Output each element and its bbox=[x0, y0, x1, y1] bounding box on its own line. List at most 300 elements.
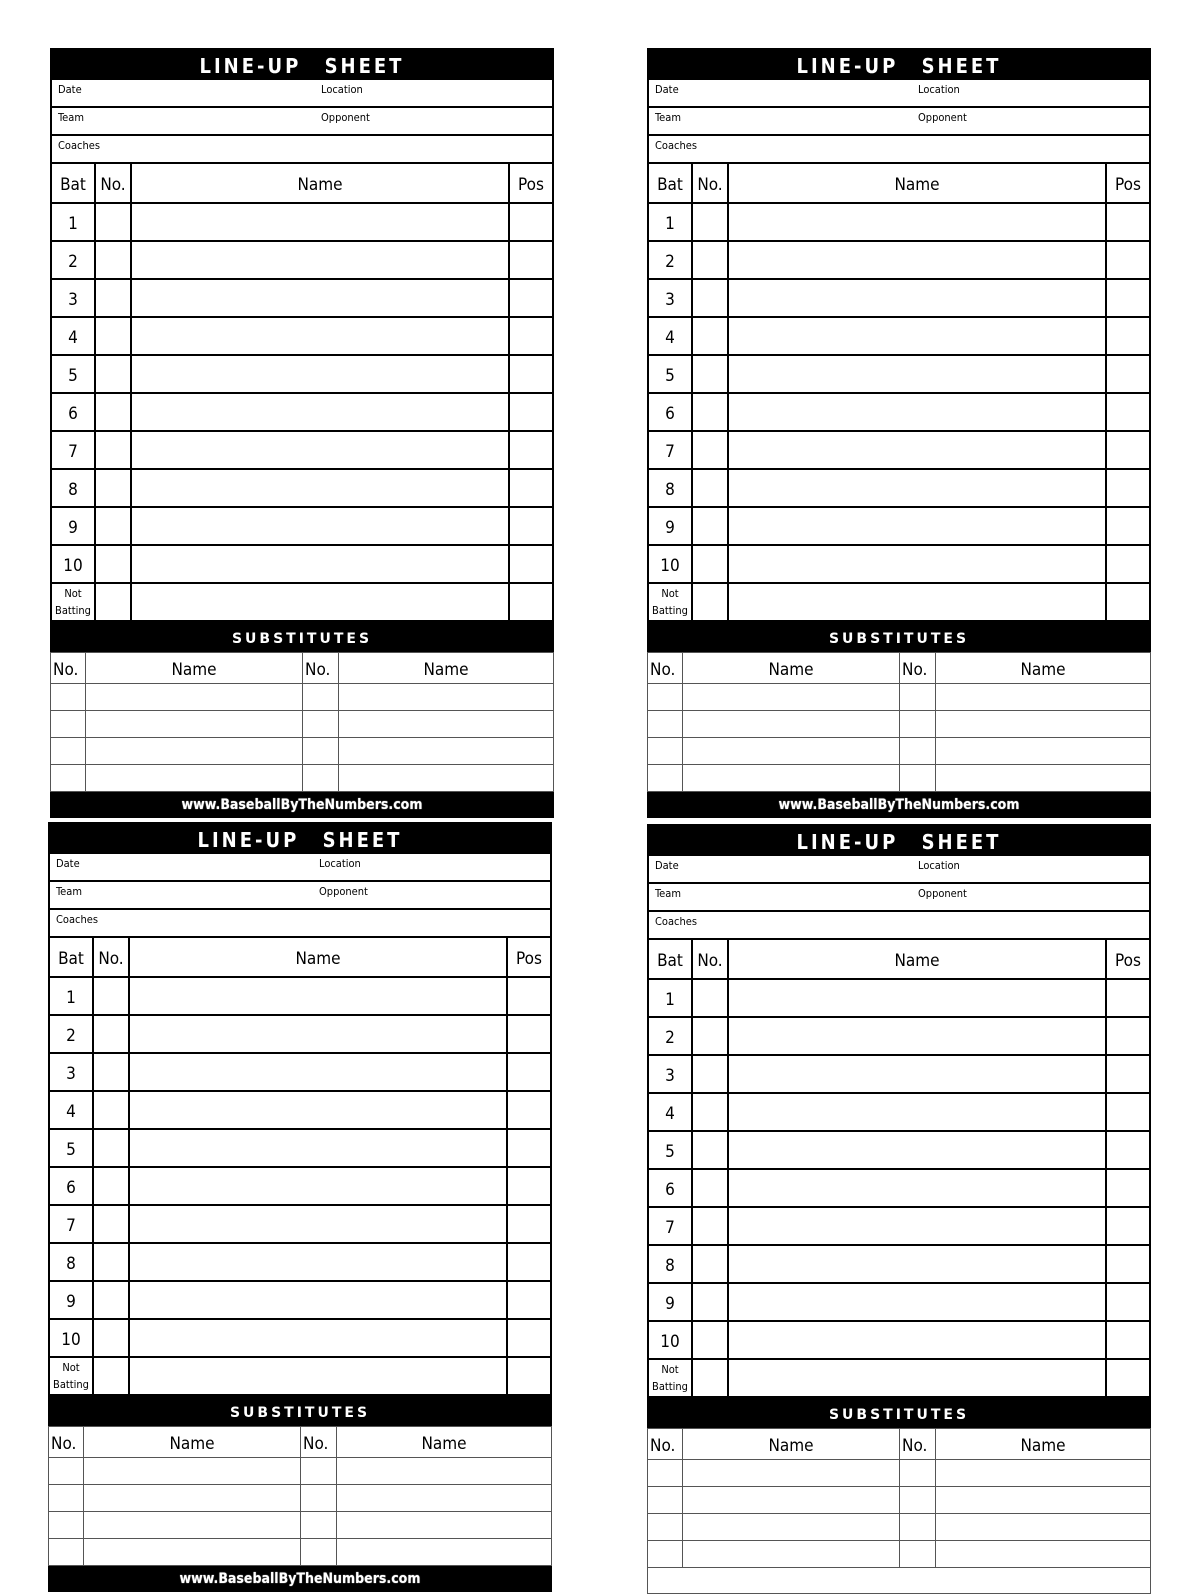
player-name-cell[interactable] bbox=[728, 1283, 1106, 1321]
table-row bbox=[648, 507, 1150, 545]
bat-order-number: 8 bbox=[49, 1243, 93, 1281]
player-position-cell[interactable] bbox=[1106, 317, 1150, 355]
table-row bbox=[49, 1091, 551, 1129]
info-row-date[interactable] bbox=[649, 80, 1149, 108]
player-number-cell[interactable] bbox=[95, 317, 131, 355]
player-position-cell[interactable] bbox=[509, 507, 553, 545]
player-position-cell[interactable] bbox=[1106, 1093, 1150, 1131]
player-position-cell[interactable] bbox=[1106, 1245, 1150, 1283]
player-number-cell[interactable] bbox=[692, 1093, 728, 1131]
info-row-date[interactable] bbox=[50, 854, 550, 882]
bat-order-number: 8 bbox=[51, 469, 95, 507]
table-row bbox=[51, 711, 554, 738]
sub-number-cell[interactable] bbox=[51, 738, 86, 765]
player-position-cell[interactable] bbox=[1106, 1017, 1150, 1055]
sub-number-cell[interactable] bbox=[648, 1541, 683, 1568]
sub-name-cell[interactable] bbox=[337, 1539, 552, 1566]
bat-order-number: 10 bbox=[51, 545, 95, 583]
player-name-cell[interactable] bbox=[129, 1167, 507, 1205]
sub-number-cell[interactable] bbox=[49, 1485, 84, 1512]
player-position-cell[interactable] bbox=[1106, 1359, 1150, 1397]
substitutes-title: SUBSTITUTES bbox=[50, 622, 554, 652]
info-row-coaches[interactable] bbox=[649, 912, 1149, 940]
player-number-cell[interactable] bbox=[692, 1283, 728, 1321]
sub-number-cell[interactable] bbox=[51, 765, 86, 792]
footer-website: www.BaseballByTheNumbers.com bbox=[48, 1566, 552, 1592]
sub-number-cell[interactable] bbox=[900, 1487, 936, 1514]
bat-order-number: 7 bbox=[49, 1205, 93, 1243]
name-header: Name bbox=[129, 938, 507, 977]
player-name-cell[interactable] bbox=[131, 317, 509, 355]
sub-name-cell[interactable] bbox=[84, 1458, 301, 1485]
player-number-cell[interactable] bbox=[692, 979, 728, 1017]
player-position-cell[interactable] bbox=[507, 1205, 551, 1243]
player-position-cell[interactable] bbox=[1106, 203, 1150, 241]
player-number-cell[interactable] bbox=[95, 431, 131, 469]
bat-header: Bat bbox=[51, 164, 95, 203]
sub-name-cell[interactable] bbox=[936, 1541, 1151, 1568]
sub-name-cell[interactable] bbox=[339, 684, 554, 711]
not-batting-label-line1: Not bbox=[661, 587, 679, 600]
player-name-cell[interactable] bbox=[129, 1129, 507, 1167]
table-row bbox=[51, 279, 553, 317]
opponent-label: Opponent bbox=[319, 885, 368, 898]
not-batting-label-line1: Not bbox=[62, 1361, 80, 1374]
player-position-cell[interactable] bbox=[507, 1319, 551, 1357]
player-position-cell[interactable] bbox=[507, 1167, 551, 1205]
player-number-cell[interactable] bbox=[93, 1129, 129, 1167]
sub-name-cell[interactable] bbox=[337, 1458, 552, 1485]
bat-order-number: 3 bbox=[648, 279, 692, 317]
player-name-cell[interactable] bbox=[129, 977, 507, 1015]
bat-order-number: 3 bbox=[648, 1055, 692, 1093]
bat-order-number: 2 bbox=[648, 1017, 692, 1055]
player-position-cell[interactable] bbox=[509, 203, 553, 241]
player-number-cell[interactable] bbox=[692, 1321, 728, 1359]
table-row bbox=[51, 393, 553, 431]
sub-number-cell[interactable] bbox=[303, 684, 339, 711]
player-number-cell[interactable] bbox=[95, 583, 131, 621]
player-name-cell[interactable] bbox=[131, 431, 509, 469]
player-name-cell[interactable] bbox=[728, 431, 1106, 469]
position-header: Pos bbox=[507, 938, 551, 977]
info-row-team[interactable] bbox=[50, 882, 550, 910]
player-number-cell[interactable] bbox=[692, 583, 728, 621]
table-row bbox=[49, 1539, 552, 1566]
player-position-cell[interactable] bbox=[507, 1015, 551, 1053]
bat-order-number: 5 bbox=[648, 355, 692, 393]
player-name-cell[interactable] bbox=[129, 1357, 507, 1395]
table-row bbox=[648, 738, 1151, 765]
player-name-cell[interactable] bbox=[728, 1055, 1106, 1093]
sub-number-cell[interactable] bbox=[51, 711, 86, 738]
player-position-cell[interactable] bbox=[1106, 1055, 1150, 1093]
sub-name-cell[interactable] bbox=[683, 1460, 900, 1487]
sub-number-cell[interactable] bbox=[648, 1460, 683, 1487]
location-label: Location bbox=[918, 859, 960, 872]
lineup-sheet-card bbox=[48, 822, 552, 1592]
player-position-cell[interactable] bbox=[509, 355, 553, 393]
player-name-cell[interactable] bbox=[728, 979, 1106, 1017]
player-position-cell[interactable] bbox=[1106, 1207, 1150, 1245]
player-position-cell[interactable] bbox=[1106, 583, 1150, 621]
player-position-cell[interactable] bbox=[509, 393, 553, 431]
player-number-cell[interactable] bbox=[692, 1207, 728, 1245]
sub-number-header: No. bbox=[49, 1427, 84, 1458]
substitutes-table bbox=[48, 1426, 552, 1566]
bat-order-number: 4 bbox=[49, 1091, 93, 1129]
sub-number-cell[interactable] bbox=[900, 1460, 936, 1487]
player-number-cell[interactable] bbox=[93, 1167, 129, 1205]
info-row-date[interactable] bbox=[649, 856, 1149, 884]
player-name-cell[interactable] bbox=[728, 545, 1106, 583]
not-batting-row bbox=[49, 1357, 551, 1395]
sub-name-cell[interactable] bbox=[936, 1514, 1151, 1541]
sub-name-cell[interactable] bbox=[683, 1541, 900, 1568]
player-number-cell[interactable] bbox=[692, 241, 728, 279]
player-name-cell[interactable] bbox=[131, 469, 509, 507]
player-number-cell[interactable] bbox=[692, 1169, 728, 1207]
player-number-cell[interactable] bbox=[692, 545, 728, 583]
player-number-cell[interactable] bbox=[692, 393, 728, 431]
player-number-cell[interactable] bbox=[95, 545, 131, 583]
player-number-cell[interactable] bbox=[93, 1091, 129, 1129]
table-row bbox=[648, 1055, 1150, 1093]
player-position-cell[interactable] bbox=[1106, 979, 1150, 1017]
player-position-cell[interactable] bbox=[1106, 279, 1150, 317]
bat-order-number: 5 bbox=[51, 355, 95, 393]
sub-name-cell[interactable] bbox=[936, 738, 1151, 765]
player-number-cell[interactable] bbox=[93, 1205, 129, 1243]
sub-name-cell[interactable] bbox=[337, 1512, 552, 1539]
sub-number-cell[interactable] bbox=[303, 765, 339, 792]
sub-number-cell[interactable] bbox=[900, 711, 936, 738]
info-row-team[interactable] bbox=[649, 884, 1149, 912]
sub-number-cell[interactable] bbox=[49, 1539, 84, 1566]
coaches-label: Coaches bbox=[56, 913, 98, 926]
table-row bbox=[49, 1053, 551, 1091]
table-row bbox=[51, 545, 553, 583]
sub-name-cell[interactable] bbox=[683, 684, 900, 711]
player-position-cell[interactable] bbox=[507, 1281, 551, 1319]
player-number-cell[interactable] bbox=[692, 1245, 728, 1283]
table-row bbox=[51, 203, 553, 241]
sub-number-header: No. bbox=[648, 1429, 683, 1460]
player-number-cell[interactable] bbox=[692, 431, 728, 469]
sheet-title: LINE-UP SHEET bbox=[50, 48, 554, 80]
player-position-cell[interactable] bbox=[1106, 1283, 1150, 1321]
bat-order-number: 1 bbox=[648, 203, 692, 241]
game-info bbox=[48, 854, 552, 938]
player-position-cell[interactable] bbox=[509, 545, 553, 583]
info-row-team[interactable] bbox=[649, 108, 1149, 136]
bat-order-number: 3 bbox=[49, 1053, 93, 1091]
date-label: Date bbox=[56, 857, 80, 870]
player-number-cell[interactable] bbox=[93, 1357, 129, 1395]
player-position-cell[interactable] bbox=[1106, 1169, 1150, 1207]
sheet-title: LINE-UP SHEET bbox=[647, 824, 1151, 856]
player-name-cell[interactable] bbox=[131, 583, 509, 621]
player-name-cell[interactable] bbox=[131, 393, 509, 431]
player-number-cell[interactable] bbox=[692, 469, 728, 507]
player-number-cell[interactable] bbox=[95, 203, 131, 241]
sub-name-cell[interactable] bbox=[936, 1487, 1151, 1514]
team-label: Team bbox=[655, 887, 681, 900]
player-number-cell[interactable] bbox=[93, 1281, 129, 1319]
player-name-cell[interactable] bbox=[728, 1245, 1106, 1283]
sheet-title: LINE-UP SHEET bbox=[647, 48, 1151, 80]
player-name-cell[interactable] bbox=[728, 1017, 1106, 1055]
player-number-cell[interactable] bbox=[692, 279, 728, 317]
info-row-coaches[interactable] bbox=[50, 910, 550, 938]
player-name-cell[interactable] bbox=[728, 1169, 1106, 1207]
player-position-cell[interactable] bbox=[1106, 1321, 1150, 1359]
table-row bbox=[648, 1207, 1150, 1245]
sub-number-header: No. bbox=[648, 653, 683, 684]
sub-number-cell[interactable] bbox=[49, 1458, 84, 1485]
player-position-cell[interactable] bbox=[1106, 393, 1150, 431]
bat-order-number: 4 bbox=[51, 317, 95, 355]
sub-number-cell[interactable] bbox=[648, 711, 683, 738]
sub-number-cell[interactable] bbox=[900, 738, 936, 765]
sub-name-cell[interactable] bbox=[337, 1485, 552, 1512]
sub-name-cell[interactable] bbox=[86, 684, 303, 711]
sub-name-cell[interactable] bbox=[683, 738, 900, 765]
player-name-cell[interactable] bbox=[728, 1131, 1106, 1169]
player-number-cell[interactable] bbox=[93, 1015, 129, 1053]
player-name-cell[interactable] bbox=[129, 1205, 507, 1243]
player-name-cell[interactable] bbox=[728, 1207, 1106, 1245]
sub-number-cell[interactable] bbox=[301, 1512, 337, 1539]
bat-order-number: 4 bbox=[648, 1093, 692, 1131]
sub-name-cell[interactable] bbox=[683, 711, 900, 738]
player-name-cell[interactable] bbox=[131, 203, 509, 241]
sub-name-header: Name bbox=[936, 1429, 1151, 1460]
bat-order-number: 6 bbox=[51, 393, 95, 431]
sub-name-cell[interactable] bbox=[339, 711, 554, 738]
bat-order-number: 1 bbox=[51, 203, 95, 241]
player-name-cell[interactable] bbox=[129, 1091, 507, 1129]
bat-header: Bat bbox=[49, 938, 93, 977]
player-name-cell[interactable] bbox=[131, 241, 509, 279]
player-position-cell[interactable] bbox=[509, 583, 553, 621]
table-row bbox=[648, 1131, 1150, 1169]
player-number-cell[interactable] bbox=[692, 203, 728, 241]
player-position-cell[interactable] bbox=[509, 317, 553, 355]
player-name-cell[interactable] bbox=[728, 583, 1106, 621]
table-row bbox=[49, 1129, 551, 1167]
date-label: Date bbox=[655, 859, 679, 872]
player-position-cell[interactable] bbox=[507, 1243, 551, 1281]
player-name-cell[interactable] bbox=[131, 507, 509, 545]
sub-number-cell[interactable] bbox=[303, 738, 339, 765]
player-number-cell[interactable] bbox=[692, 1359, 728, 1397]
date-label: Date bbox=[58, 83, 82, 96]
table-row bbox=[51, 684, 554, 711]
player-name-cell[interactable] bbox=[129, 1243, 507, 1281]
not-batting-row bbox=[648, 583, 1150, 621]
player-position-cell[interactable] bbox=[1106, 545, 1150, 583]
player-position-cell[interactable] bbox=[507, 1091, 551, 1129]
sub-number-cell[interactable] bbox=[648, 684, 683, 711]
sub-number-cell[interactable] bbox=[900, 684, 936, 711]
table-row bbox=[648, 317, 1150, 355]
sub-name-cell[interactable] bbox=[84, 1485, 301, 1512]
sub-number-cell[interactable] bbox=[49, 1512, 84, 1539]
player-position-cell[interactable] bbox=[509, 469, 553, 507]
table-row bbox=[49, 1458, 552, 1485]
info-row-coaches[interactable] bbox=[649, 136, 1149, 164]
sub-number-cell[interactable] bbox=[900, 1514, 936, 1541]
sub-name-cell[interactable] bbox=[936, 1460, 1151, 1487]
player-number-cell[interactable] bbox=[95, 469, 131, 507]
bat-order-number: 7 bbox=[648, 431, 692, 469]
sub-number-cell[interactable] bbox=[301, 1539, 337, 1566]
player-name-cell[interactable] bbox=[728, 241, 1106, 279]
player-number-cell[interactable] bbox=[93, 977, 129, 1015]
player-number-cell[interactable] bbox=[692, 355, 728, 393]
sub-number-cell[interactable] bbox=[301, 1458, 337, 1485]
sub-number-cell[interactable] bbox=[648, 1487, 683, 1514]
player-position-cell[interactable] bbox=[1106, 1131, 1150, 1169]
player-name-cell[interactable] bbox=[728, 469, 1106, 507]
sub-number-cell[interactable] bbox=[301, 1485, 337, 1512]
sub-name-cell[interactable] bbox=[84, 1512, 301, 1539]
player-position-cell[interactable] bbox=[1106, 355, 1150, 393]
sub-name-cell[interactable] bbox=[339, 765, 554, 792]
player-number-cell[interactable] bbox=[692, 507, 728, 545]
sub-name-header: Name bbox=[683, 653, 900, 684]
table-row bbox=[49, 1512, 552, 1539]
sub-name-cell[interactable] bbox=[683, 1487, 900, 1514]
player-name-cell[interactable] bbox=[129, 1053, 507, 1091]
player-name-cell[interactable] bbox=[129, 1281, 507, 1319]
player-number-cell[interactable] bbox=[692, 317, 728, 355]
sub-name-cell[interactable] bbox=[683, 1514, 900, 1541]
not-batting-label bbox=[51, 583, 95, 621]
table-row bbox=[648, 684, 1151, 711]
sub-number-cell[interactable] bbox=[303, 711, 339, 738]
player-name-cell[interactable] bbox=[728, 203, 1106, 241]
table-row bbox=[49, 1281, 551, 1319]
player-name-cell[interactable] bbox=[131, 279, 509, 317]
lineup-header-row bbox=[648, 164, 1150, 203]
sub-number-cell[interactable] bbox=[648, 765, 683, 792]
bat-order-number: 10 bbox=[49, 1319, 93, 1357]
player-number-cell[interactable] bbox=[95, 279, 131, 317]
table-row bbox=[648, 1169, 1150, 1207]
sub-number-cell[interactable] bbox=[900, 1541, 936, 1568]
player-name-cell[interactable] bbox=[728, 279, 1106, 317]
player-number-cell[interactable] bbox=[93, 1243, 129, 1281]
table-row bbox=[49, 1485, 552, 1512]
sub-name-header: Name bbox=[84, 1427, 301, 1458]
player-position-cell[interactable] bbox=[507, 1053, 551, 1091]
sub-name-cell[interactable] bbox=[86, 765, 303, 792]
lineup-table bbox=[48, 938, 552, 1396]
player-position-cell[interactable] bbox=[1106, 431, 1150, 469]
sub-name-header: Name bbox=[86, 653, 303, 684]
lineup-header-row bbox=[51, 164, 553, 203]
sub-name-cell[interactable] bbox=[339, 738, 554, 765]
sub-name-cell[interactable] bbox=[84, 1539, 301, 1566]
player-number-cell[interactable] bbox=[692, 1131, 728, 1169]
table-row bbox=[648, 1245, 1150, 1283]
bat-order-number: 7 bbox=[648, 1207, 692, 1245]
info-row-team[interactable] bbox=[52, 108, 552, 136]
sub-number-header: No. bbox=[51, 653, 86, 684]
player-position-cell[interactable] bbox=[509, 431, 553, 469]
player-position-cell[interactable] bbox=[507, 977, 551, 1015]
not-batting-label-line2: Batting bbox=[55, 604, 91, 617]
sub-name-cell[interactable] bbox=[86, 738, 303, 765]
name-header: Name bbox=[728, 940, 1106, 979]
opponent-label: Opponent bbox=[918, 887, 967, 900]
table-row bbox=[648, 711, 1151, 738]
table-row bbox=[648, 1487, 1151, 1514]
opponent-label: Opponent bbox=[321, 111, 370, 124]
player-name-cell[interactable] bbox=[131, 355, 509, 393]
player-name-cell[interactable] bbox=[129, 1015, 507, 1053]
table-row bbox=[648, 431, 1150, 469]
player-name-cell[interactable] bbox=[728, 317, 1106, 355]
player-name-cell[interactable] bbox=[728, 1093, 1106, 1131]
player-position-cell[interactable] bbox=[509, 279, 553, 317]
team-label: Team bbox=[56, 885, 82, 898]
sub-number-cell[interactable] bbox=[900, 765, 936, 792]
table-row bbox=[648, 1460, 1151, 1487]
info-row-coaches[interactable] bbox=[52, 136, 552, 164]
sub-number-cell[interactable] bbox=[648, 1514, 683, 1541]
sub-name-cell[interactable] bbox=[683, 765, 900, 792]
player-number-cell[interactable] bbox=[95, 355, 131, 393]
player-position-cell[interactable] bbox=[507, 1357, 551, 1395]
player-position-cell[interactable] bbox=[507, 1129, 551, 1167]
bat-order-number: 9 bbox=[648, 1283, 692, 1321]
player-name-cell[interactable] bbox=[728, 1321, 1106, 1359]
player-position-cell[interactable] bbox=[1106, 469, 1150, 507]
player-name-cell[interactable] bbox=[728, 355, 1106, 393]
player-number-cell[interactable] bbox=[692, 1055, 728, 1093]
lineup-header-row bbox=[49, 938, 551, 977]
player-position-cell[interactable] bbox=[509, 241, 553, 279]
player-name-cell[interactable] bbox=[728, 393, 1106, 431]
lineup-table bbox=[647, 164, 1151, 622]
player-name-cell[interactable] bbox=[129, 1319, 507, 1357]
player-position-cell[interactable] bbox=[1106, 507, 1150, 545]
player-number-cell[interactable] bbox=[95, 393, 131, 431]
sub-name-cell[interactable] bbox=[936, 711, 1151, 738]
sub-name-cell[interactable] bbox=[86, 711, 303, 738]
player-position-cell[interactable] bbox=[1106, 241, 1150, 279]
player-name-cell[interactable] bbox=[131, 545, 509, 583]
player-number-cell[interactable] bbox=[93, 1053, 129, 1091]
player-number-cell[interactable] bbox=[95, 507, 131, 545]
sub-name-cell[interactable] bbox=[936, 765, 1151, 792]
bat-order-number: 5 bbox=[49, 1129, 93, 1167]
sub-number-cell[interactable] bbox=[648, 738, 683, 765]
player-number-cell[interactable] bbox=[692, 1017, 728, 1055]
player-number-cell[interactable] bbox=[93, 1319, 129, 1357]
sub-name-cell[interactable] bbox=[936, 684, 1151, 711]
player-name-cell[interactable] bbox=[728, 507, 1106, 545]
name-header: Name bbox=[728, 164, 1106, 203]
position-header: Pos bbox=[1106, 164, 1150, 203]
player-number-cell[interactable] bbox=[95, 241, 131, 279]
info-row-date[interactable] bbox=[52, 80, 552, 108]
player-name-cell[interactable] bbox=[728, 1359, 1106, 1397]
sub-number-cell[interactable] bbox=[51, 684, 86, 711]
